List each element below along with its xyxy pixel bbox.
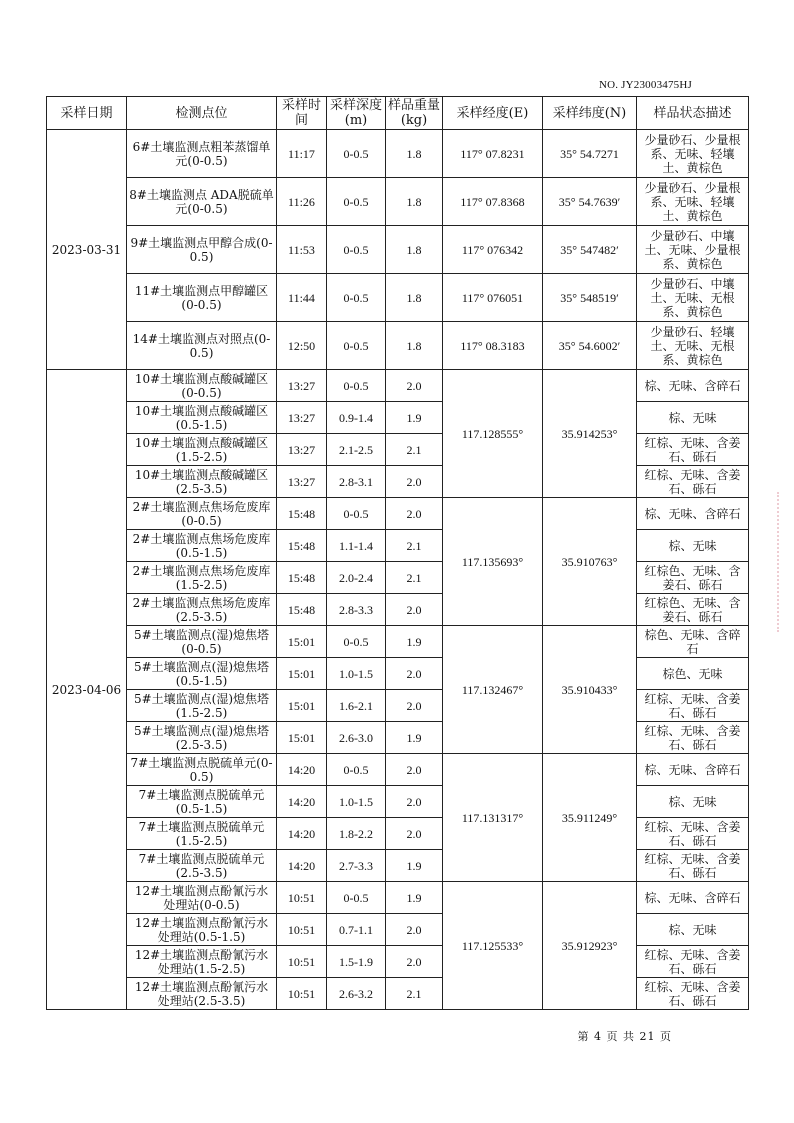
longitude: 117.128555° bbox=[443, 370, 543, 498]
sampling-depth: 1.1-1.4 bbox=[327, 530, 386, 562]
sample-weight: 2.1 bbox=[386, 978, 443, 1010]
sample-weight: 2.0 bbox=[386, 754, 443, 786]
table-row bbox=[47, 434, 749, 466]
latitude: 35° 54.7639′ bbox=[543, 178, 637, 226]
sampling-time: 14:20 bbox=[277, 818, 327, 850]
sample-weight: 1.8 bbox=[386, 322, 443, 370]
monitoring-point: 12#土壤监测点酚氰污水处理站(1.5-2.5) bbox=[127, 946, 277, 978]
header-location: 检测点位 bbox=[127, 97, 277, 130]
table-row bbox=[47, 658, 749, 690]
sampling-time: 15:01 bbox=[277, 690, 327, 722]
sampling-time: 11:17 bbox=[277, 130, 327, 178]
longitude: 117.131317° bbox=[443, 754, 543, 882]
longitude: 117° 07.8368 bbox=[443, 178, 543, 226]
monitoring-point: 2#土壤监测点焦场危废库(0.5-1.5) bbox=[127, 530, 277, 562]
sample-weight: 2.1 bbox=[386, 530, 443, 562]
latitude: 35.910433° bbox=[543, 626, 637, 754]
monitoring-point: 2#土壤监测点焦场危废库(0-0.5) bbox=[127, 498, 277, 530]
sample-weight: 1.8 bbox=[386, 130, 443, 178]
latitude: 35.910763° bbox=[543, 498, 637, 626]
sampling-depth: 0.7-1.1 bbox=[327, 914, 386, 946]
sample-description: 棕色、无味 bbox=[637, 658, 749, 690]
sample-weight: 1.8 bbox=[386, 178, 443, 226]
sample-description: 红棕、无味、含姜石、砾石 bbox=[637, 434, 749, 466]
sampling-date: 2023-03-31 bbox=[47, 130, 127, 370]
sample-description: 棕、无味、含碎石 bbox=[637, 754, 749, 786]
monitoring-point: 14#土壤监测点对照点(0-0.5) bbox=[127, 322, 277, 370]
sample-description: 红棕色、无味、含姜石、砾石 bbox=[637, 594, 749, 626]
sampling-depth: 0.9-1.4 bbox=[327, 402, 386, 434]
table-row bbox=[47, 818, 749, 850]
sampling-time: 15:48 bbox=[277, 594, 327, 626]
sample-weight: 1.9 bbox=[386, 882, 443, 914]
monitoring-point: 8#土壤监测点 ADA脱硫单元(0-0.5) bbox=[127, 178, 277, 226]
sample-description: 少量砂石、中壤土、无味、少量根系、黄棕色 bbox=[637, 226, 749, 274]
sample-description: 少量砂石、少量根系、无味、轻壤土、黄棕色 bbox=[637, 130, 749, 178]
sampling-time: 14:20 bbox=[277, 786, 327, 818]
table-row bbox=[47, 914, 749, 946]
monitoring-point: 7#土壤监测点脱硫单元(0-0.5) bbox=[127, 754, 277, 786]
sampling-time: 11:26 bbox=[277, 178, 327, 226]
monitoring-point: 7#土壤监测点脱硫单元(1.5-2.5) bbox=[127, 818, 277, 850]
table-row bbox=[47, 178, 749, 226]
sample-description: 红棕、无味、含姜石、砾石 bbox=[637, 850, 749, 882]
table-row bbox=[47, 722, 749, 754]
sample-weight: 1.8 bbox=[386, 226, 443, 274]
sampling-depth: 0-0.5 bbox=[327, 274, 386, 322]
header-time: 采样时间 bbox=[277, 97, 327, 130]
sampling-depth: 1.0-1.5 bbox=[327, 786, 386, 818]
sampling-depth: 0-0.5 bbox=[327, 130, 386, 178]
latitude: 35.911249° bbox=[543, 754, 637, 882]
sample-weight: 2.0 bbox=[386, 466, 443, 498]
sample-description: 少量砂石、少量根系、无味、轻壤土、黄棕色 bbox=[637, 178, 749, 226]
monitoring-point: 9#土壤监测点甲醇合成(0-0.5) bbox=[127, 226, 277, 274]
monitoring-point: 10#土壤监测点酸碱罐区(0-0.5) bbox=[127, 370, 277, 402]
sample-weight: 2.0 bbox=[386, 594, 443, 626]
sampling-depth: 2.8-3.3 bbox=[327, 594, 386, 626]
sampling-depth: 0-0.5 bbox=[327, 322, 386, 370]
table-row bbox=[47, 850, 749, 882]
table-row bbox=[47, 498, 749, 530]
latitude: 35° 548519′ bbox=[543, 274, 637, 322]
sampling-depth: 2.1-2.5 bbox=[327, 434, 386, 466]
latitude: 35° 547482′ bbox=[543, 226, 637, 274]
header-longitude: 采样经度(E) bbox=[443, 97, 543, 130]
sample-description: 棕、无味 bbox=[637, 402, 749, 434]
header-date: 采样日期 bbox=[47, 97, 127, 130]
header-latitude: 采样纬度(N) bbox=[543, 97, 637, 130]
monitoring-point: 10#土壤监测点酸碱罐区(0.5-1.5) bbox=[127, 402, 277, 434]
sampling-time: 11:53 bbox=[277, 226, 327, 274]
page-number: 第 4 页 共 21 页 bbox=[577, 1030, 672, 1043]
sampling-depth: 0-0.5 bbox=[327, 626, 386, 658]
sampling-depth: 2.6-3.2 bbox=[327, 978, 386, 1010]
sample-weight: 2.1 bbox=[386, 562, 443, 594]
monitoring-point: 7#土壤监测点脱硫单元(2.5-3.5) bbox=[127, 850, 277, 882]
header-depth: 采样深度(m) bbox=[327, 97, 386, 130]
table-header-row bbox=[47, 97, 749, 130]
monitoring-point: 5#土壤监测点(湿)熄焦塔(0.5-1.5) bbox=[127, 658, 277, 690]
sample-description: 棕、无味 bbox=[637, 530, 749, 562]
monitoring-point: 5#土壤监测点(湿)熄焦塔(2.5-3.5) bbox=[127, 722, 277, 754]
monitoring-point: 10#土壤监测点酸碱罐区(2.5-3.5) bbox=[127, 466, 277, 498]
sample-weight: 2.0 bbox=[386, 370, 443, 402]
longitude: 117.132467° bbox=[443, 626, 543, 754]
sampling-depth: 2.7-3.3 bbox=[327, 850, 386, 882]
table-body bbox=[47, 130, 749, 1010]
sample-description: 少量砂石、中壤土、无味、无根系、黄棕色 bbox=[637, 274, 749, 322]
sample-description: 红棕、无味、含姜石、砾石 bbox=[637, 722, 749, 754]
sample-description: 棕、无味 bbox=[637, 914, 749, 946]
table-row bbox=[47, 130, 749, 178]
sample-description: 红棕色、无味、含姜石、砾石 bbox=[637, 562, 749, 594]
sample-weight: 2.0 bbox=[386, 690, 443, 722]
latitude: 35.914253° bbox=[543, 370, 637, 498]
sample-weight: 1.9 bbox=[386, 850, 443, 882]
sampling-depth: 0-0.5 bbox=[327, 226, 386, 274]
sampling-time: 14:20 bbox=[277, 754, 327, 786]
table-row bbox=[47, 754, 749, 786]
sample-weight: 2.0 bbox=[386, 658, 443, 690]
sample-description: 棕、无味、含碎石 bbox=[637, 498, 749, 530]
sampling-time: 15:01 bbox=[277, 658, 327, 690]
sample-description: 棕色、无味、含碎石 bbox=[637, 626, 749, 658]
sampling-depth: 0-0.5 bbox=[327, 754, 386, 786]
sample-description: 棕、无味、含碎石 bbox=[637, 370, 749, 402]
sample-weight: 2.0 bbox=[386, 818, 443, 850]
longitude: 117° 076051 bbox=[443, 274, 543, 322]
sample-description: 红棕、无味、含姜石、砾石 bbox=[637, 690, 749, 722]
header-weight: 样品重量(kg) bbox=[386, 97, 443, 130]
sampling-depth: 0-0.5 bbox=[327, 498, 386, 530]
sample-weight: 2.1 bbox=[386, 434, 443, 466]
table-row bbox=[47, 786, 749, 818]
table-row bbox=[47, 594, 749, 626]
header-description: 样品状态描述 bbox=[637, 97, 749, 130]
longitude: 117° 076342 bbox=[443, 226, 543, 274]
sampling-time: 15:48 bbox=[277, 530, 327, 562]
sampling-time: 15:01 bbox=[277, 722, 327, 754]
sampling-time: 12:50 bbox=[277, 322, 327, 370]
sample-weight: 2.0 bbox=[386, 914, 443, 946]
sampling-date: 2023-04-06 bbox=[47, 370, 127, 1010]
sampling-depth: 1.6-2.1 bbox=[327, 690, 386, 722]
table-row bbox=[47, 402, 749, 434]
sample-description: 红棕、无味、含姜石、砾石 bbox=[637, 978, 749, 1010]
monitoring-point: 11#土壤监测点甲醇罐区(0-0.5) bbox=[127, 274, 277, 322]
sample-weight: 1.9 bbox=[386, 402, 443, 434]
table-row bbox=[47, 370, 749, 402]
longitude: 117.135693° bbox=[443, 498, 543, 626]
table-row bbox=[47, 466, 749, 498]
monitoring-point: 5#土壤监测点(湿)熄焦塔(1.5-2.5) bbox=[127, 690, 277, 722]
table-row bbox=[47, 626, 749, 658]
sampling-time: 15:48 bbox=[277, 498, 327, 530]
sample-weight: 2.0 bbox=[386, 498, 443, 530]
sampling-time: 15:48 bbox=[277, 562, 327, 594]
sampling-depth: 1.8-2.2 bbox=[327, 818, 386, 850]
seal-edge bbox=[777, 492, 793, 632]
monitoring-point: 12#土壤监测点酚氰污水处理站(0-0.5) bbox=[127, 882, 277, 914]
sampling-table bbox=[46, 96, 749, 1010]
monitoring-point: 6#土壤监测点粗苯蒸馏单元(0-0.5) bbox=[127, 130, 277, 178]
sampling-time: 10:51 bbox=[277, 978, 327, 1010]
sampling-time: 13:27 bbox=[277, 402, 327, 434]
sampling-time: 13:27 bbox=[277, 370, 327, 402]
table-row bbox=[47, 322, 749, 370]
monitoring-point: 12#土壤监测点酚氰污水处理站(2.5-3.5) bbox=[127, 978, 277, 1010]
sample-description: 红棕、无味、含姜石、砾石 bbox=[637, 946, 749, 978]
sample-weight: 1.8 bbox=[386, 274, 443, 322]
table-row bbox=[47, 226, 749, 274]
sampling-depth: 0-0.5 bbox=[327, 178, 386, 226]
sampling-depth: 2.0-2.4 bbox=[327, 562, 386, 594]
sampling-time: 10:51 bbox=[277, 882, 327, 914]
sampling-depth: 1.0-1.5 bbox=[327, 658, 386, 690]
latitude: 35° 54.7271 bbox=[543, 130, 637, 178]
sample-weight: 1.9 bbox=[386, 626, 443, 658]
monitoring-point: 2#土壤监测点焦场危废库(2.5-3.5) bbox=[127, 594, 277, 626]
monitoring-point: 7#土壤监测点脱硫单元(0.5-1.5) bbox=[127, 786, 277, 818]
table-row bbox=[47, 562, 749, 594]
longitude: 117.125533° bbox=[443, 882, 543, 1010]
longitude: 117° 07.8231 bbox=[443, 130, 543, 178]
sampling-depth: 1.5-1.9 bbox=[327, 946, 386, 978]
table-row bbox=[47, 274, 749, 322]
longitude: 117° 08.3183 bbox=[443, 322, 543, 370]
table-row bbox=[47, 690, 749, 722]
sampling-depth: 2.8-3.1 bbox=[327, 466, 386, 498]
sampling-depth: 0-0.5 bbox=[327, 370, 386, 402]
table-row bbox=[47, 530, 749, 562]
report-number: NO. JY23003475HJ bbox=[598, 79, 692, 91]
sample-weight: 2.0 bbox=[386, 786, 443, 818]
sample-description: 棕、无味、含碎石 bbox=[637, 882, 749, 914]
sampling-time: 10:51 bbox=[277, 946, 327, 978]
sample-description: 红棕、无味、含姜石、砾石 bbox=[637, 466, 749, 498]
sample-description: 少量砂石、轻壤土、无味、无根系、黄棕色 bbox=[637, 322, 749, 370]
monitoring-point: 10#土壤监测点酸碱罐区(1.5-2.5) bbox=[127, 434, 277, 466]
sampling-time: 13:27 bbox=[277, 434, 327, 466]
sample-description: 红棕、无味、含姜石、砾石 bbox=[637, 818, 749, 850]
latitude: 35° 54.6002′ bbox=[543, 322, 637, 370]
table-row bbox=[47, 882, 749, 914]
sampling-depth: 2.6-3.0 bbox=[327, 722, 386, 754]
sampling-time: 15:01 bbox=[277, 626, 327, 658]
sample-weight: 1.9 bbox=[386, 722, 443, 754]
table-row bbox=[47, 978, 749, 1010]
table-row bbox=[47, 946, 749, 978]
sampling-depth: 0-0.5 bbox=[327, 882, 386, 914]
sampling-time: 11:44 bbox=[277, 274, 327, 322]
monitoring-point: 12#土壤监测点酚氰污水处理站(0.5-1.5) bbox=[127, 914, 277, 946]
sampling-time: 14:20 bbox=[277, 850, 327, 882]
monitoring-point: 5#土壤监测点(湿)熄焦塔(0-0.5) bbox=[127, 626, 277, 658]
sampling-time: 13:27 bbox=[277, 466, 327, 498]
sampling-time: 10:51 bbox=[277, 914, 327, 946]
sample-weight: 2.0 bbox=[386, 946, 443, 978]
latitude: 35.912923° bbox=[543, 882, 637, 1010]
monitoring-point: 2#土壤监测点焦场危废库(1.5-2.5) bbox=[127, 562, 277, 594]
sample-description: 棕、无味 bbox=[637, 786, 749, 818]
